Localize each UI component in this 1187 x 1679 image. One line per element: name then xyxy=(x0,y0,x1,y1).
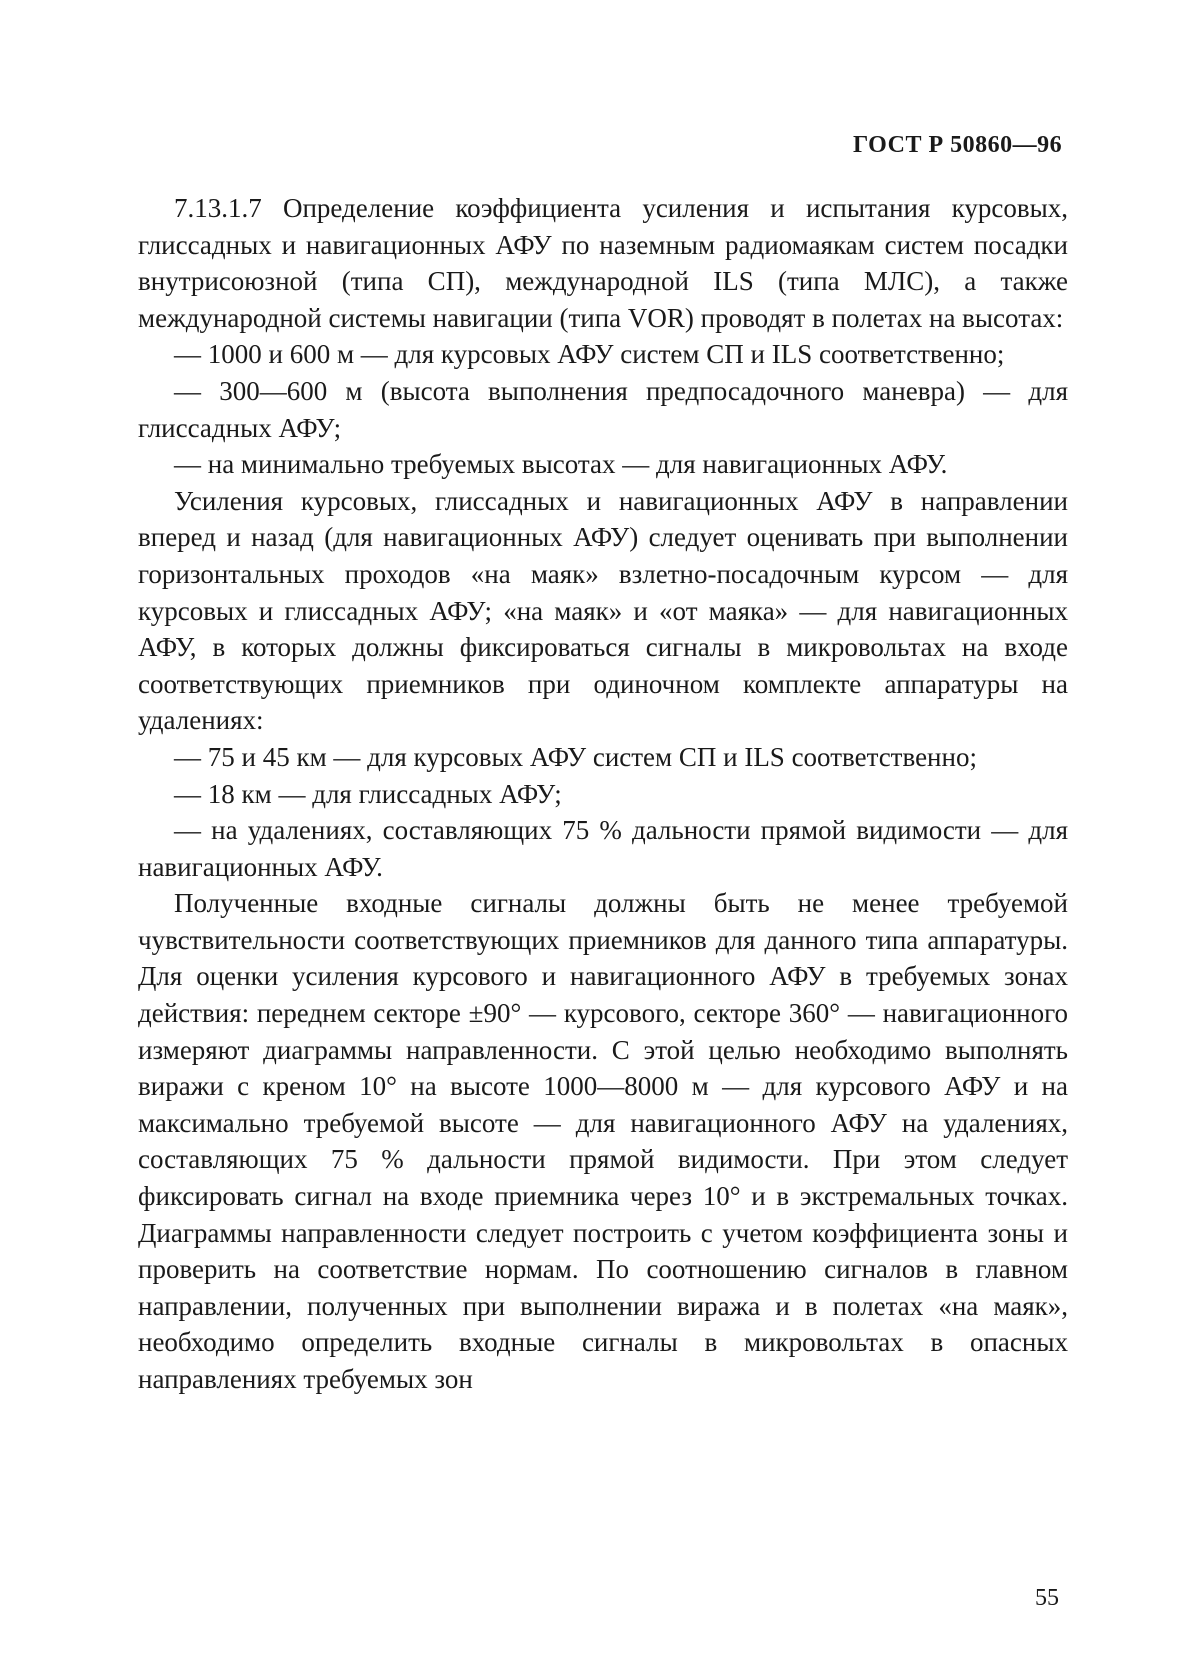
list-item-distance-glide: — 18 км — для глиссадных АФУ; xyxy=(174,778,562,809)
list-item-distance-course: — 75 и 45 км — для курсовых АФУ систем СП и ILS соответственно; xyxy=(174,741,977,772)
standard-header: ГОСТ Р 50860—96 xyxy=(853,132,1063,158)
paragraph-input-signals: Полученные входные сигналы должны быть не менее требуемой чувствительности соответствующих приемников для данного типа аппаратуры. Для оценки усиления курсового и навигационного АФУ в требуемых зонах действия: переднем секторе ±90° — курсового, секторе 360° — навигационного измеряют диаграммы направленности. С этой целью необходимо выполнять виражи с креном 10° на высоте 1000—8000 м — для курсового АФУ и на максимально требуемой высоте — для навигационного АФУ на удалениях, составляющих 75 % дальности прямой видимости. При этом следует фиксировать сигнал на входе приемника через 10° и в экстремальных точках. Диаграммы направленности следует построить с учетом коэффициента зоны и проверить на соответствие нормам. По соотношению сигналов в главном направлении, полученных при выполнении виража и в полетах «на маяк», необходимо определить входные сигналы в микровольтах в опасных направлениях требуемых зон xyxy=(138,888,1068,1394)
paragraph-gain-evaluation: Усиления курсовых, глиссадных и навигационных АФУ в направлении вперед и назад (для навигационных АФУ) следует оценивать при выполнении горизонтальных проходов «на маяк» взлетно-посадочным курсом — для курсовых и глиссадных АФУ; «на маяк» и «от маяка» — для навигационных АФУ, в которых должны фиксироваться сигналы в микровольтах на входе соответствующих приемников при одиночном комплекте аппаратуры на удалениях: xyxy=(138,485,1068,736)
list-item-altitude-course: — 1000 и 600 м — для курсовых АФУ систем СП и ILS соответственно; xyxy=(174,339,1005,370)
list-item-distance-nav: — на удалениях, составляющих 75 % дальности прямой видимости — для навигационных АФУ. xyxy=(138,815,1068,882)
body-text xyxy=(138,190,1068,1398)
list-item-altitude-glide: — 300—600 м (высота выполнения предпосадочного маневра) — для глиссадных АФУ; xyxy=(138,375,1068,443)
list-item-altitude-nav: — на минимально требуемых высотах — для навигационных АФУ. xyxy=(174,449,948,480)
page-number: 55 xyxy=(1035,1585,1059,1611)
paragraph-7-13-1-7: 7.13.1.7 Определение коэффициента усиления и испытания курсовых, глиссадных и навигационных АФУ по наземным радиомаякам систем посадки внутрисоюзной (типа СП), международной ILS (типа МЛС), а также международной системы навигации (типа VOR) проводят в полетах на высотах: xyxy=(138,193,1068,333)
